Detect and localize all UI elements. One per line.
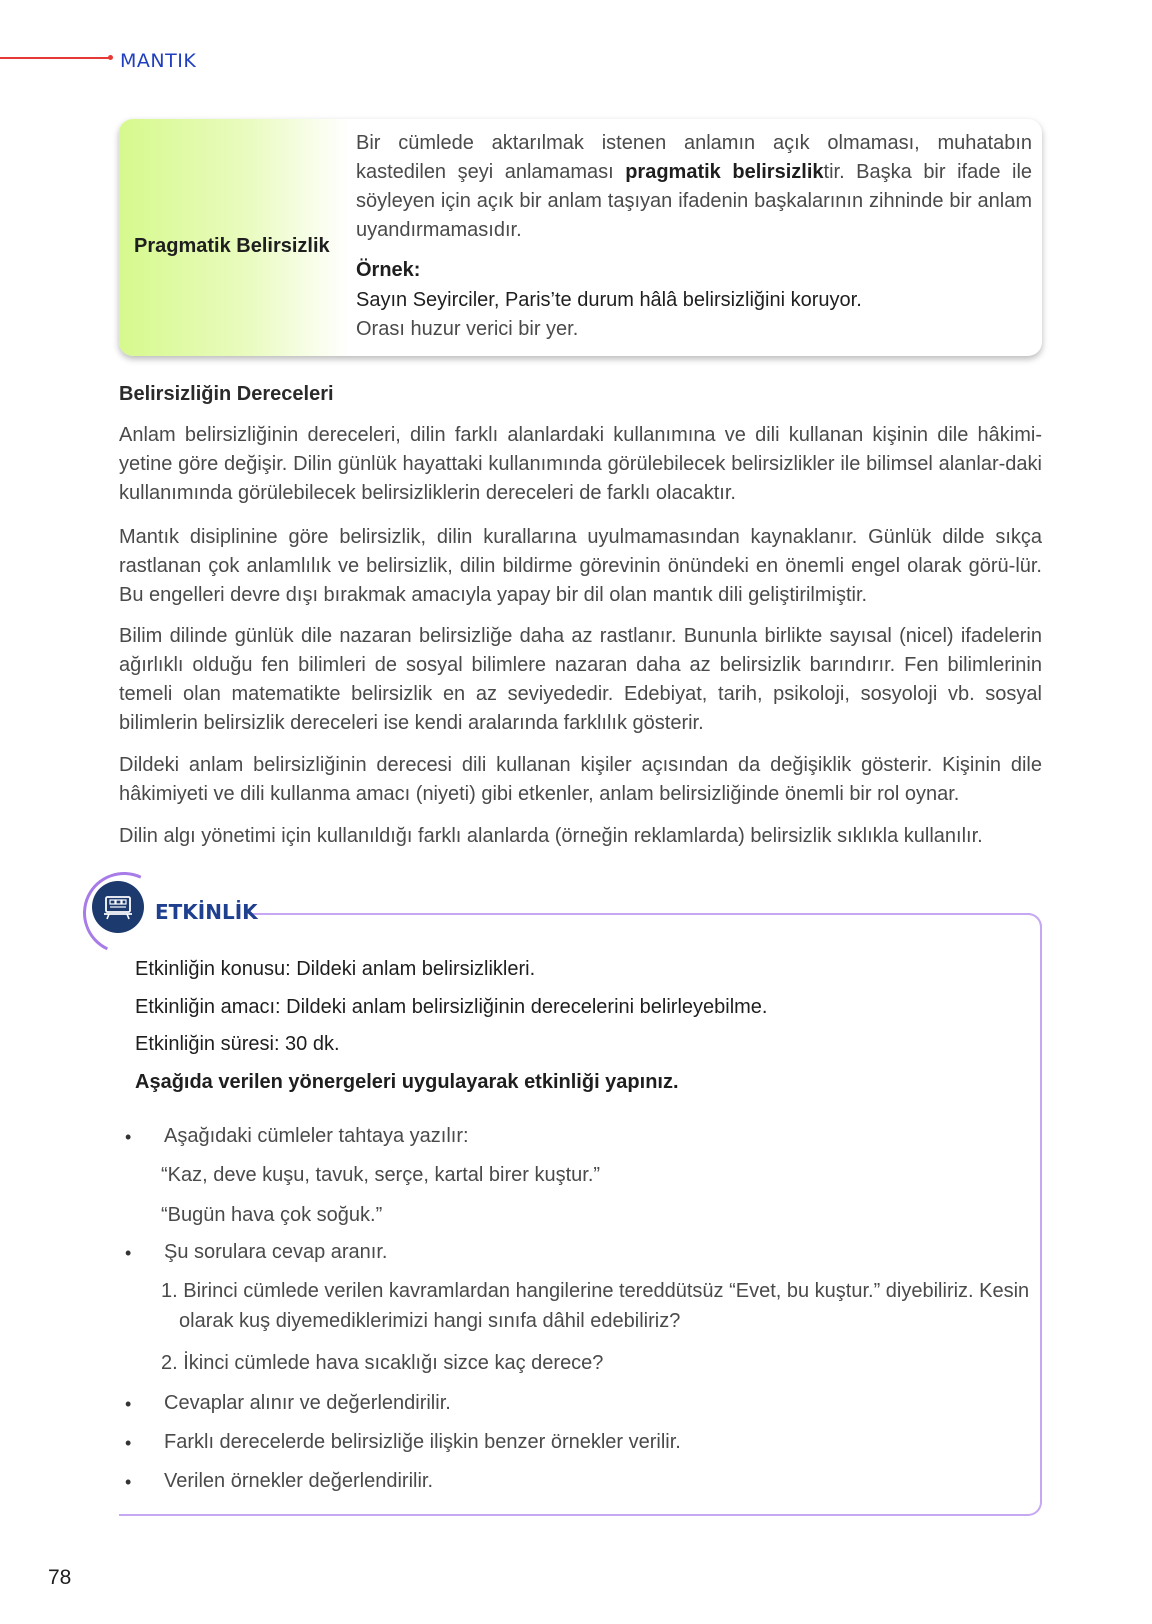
bullet-dot-3: • (125, 1394, 132, 1414)
definition-text-end: tir. Başka bir ifade ile söyleyen için açık bir anlam taşıyan ifadenin başkalarının zihninde bir anlam uyandırmamasıdır. (356, 161, 1033, 241)
header-rule-dot (108, 55, 113, 60)
activity-aim: Etkinliğin amacı: Dildeki anlam belirsizliğinin derecelerini belirleyebilme. (135, 996, 768, 1018)
chapter-title: MANTIK (120, 50, 197, 72)
paragraph-5: Dilin algı yönetimi için kullanıldığı farklı alanlarda (örneğin reklamlarda) belirsizlik sıklıkla kullanılır. (119, 825, 983, 847)
example-sentence-1: Sayın Seyirciler, Paris’te durum hâlâ belirsizliğini koruyor. (356, 289, 862, 311)
bullet-dot-5: • (125, 1472, 132, 1492)
definition-box (119, 119, 1042, 356)
definition-text (356, 129, 1032, 245)
bullet-dot-2: • (125, 1243, 132, 1263)
bullet-dot-1: • (125, 1127, 132, 1147)
activity-quote-2: “Bugün hava çok soğuk.” (161, 1204, 383, 1226)
activity-step-1: Aşağıdaki cümleler tahtaya yazılır: (164, 1125, 469, 1147)
activity-topic: Etkinliğin konusu: Dildeki anlam belirsizlikleri. (135, 958, 536, 980)
activity-step-2: Şu sorulara cevap aranır. (164, 1241, 388, 1263)
paragraph-4: Dildeki anlam belirsizliğinin derecesi dili kullanan kişiler açısından da değişiklik gösterir. Kişinin dile hâkimiyeti ve dili kullanma amacı (niyeti) gibi etkenler, anlam belirsizliğinde önemli bir rol oynar. (119, 754, 1042, 805)
activity-step-4: Farklı derecelerde belirsizliğe ilişkin benzer örnekler verilir. (164, 1431, 681, 1453)
activity-title: ETKİNLİK (155, 900, 258, 924)
header-rule (0, 57, 112, 59)
definition-keyword: pragmatik belirsizlik (625, 161, 824, 183)
activity-step-3: Cevaplar alınır ve değerlendirilir. (164, 1392, 451, 1414)
definition-text-start: Bir cümlede aktarılmak istenen anlamın açık olmaması, muhatabın kastedilen şeyi anlamaması (356, 132, 1032, 183)
activity-board-icon (92, 881, 144, 933)
activity-instruction: Aşağıda verilen yönergeleri uygulayarak etkinliği yapınız. (135, 1071, 679, 1093)
activity-corner (1026, 913, 1042, 929)
activity-quote-1: “Kaz, deve kuşu, tavuk, serçe, kartal birer kuştur.” (161, 1164, 601, 1186)
section-title: Belirsizliğin Dereceleri (119, 383, 334, 405)
paragraph-1: Anlam belirsizliğinin dereceleri, dilin farklı alanlardaki kullanımına ve dili kullanan kişinin dile hâkimi-yetine göre değişir. Dilin günlük hayattaki kullanımında görülebilecek belirsizlikler ile bilimsel alanlar-daki kullanımında görülebilecek belirsizliklerin dereceleri de farklı olacaktır. (119, 424, 1042, 504)
activity-step-5: Verilen örnekler değerlendirilir. (164, 1470, 434, 1492)
bullet-dot-4: • (125, 1433, 132, 1453)
example-sentence-2: Orası huzur verici bir yer. (356, 318, 579, 340)
activity-question-1: 1. Birinci cümlede verilen kavramlardan hangilerine tereddütsüz “Evet, bu kuştur.” diyebiliriz. Kesin olarak kuş diyemediklerimizi hangi sınıfa dâhil edebiliriz? (161, 1280, 1030, 1332)
page-number: 78 (48, 1566, 72, 1589)
example-label: Örnek: (356, 259, 421, 281)
definition-term: Pragmatik Belirsizlik (134, 235, 330, 257)
paragraph-2: Mantık disiplinine göre belirsizlik, dilin kurallarına uyulmamasından kaynaklanır. Günlük dilde sıkça rastlanan çok anlamlılık ve belirsizlik, dilin bildirme görevinin önündeki en önemli engel olarak görü-lür. Bu engelleri devre dışı bırakmak amacıyla yapay bir dil olan mantık dili geliştirilmiştir. (119, 526, 1042, 606)
activity-duration: Etkinliğin süresi: 30 dk. (135, 1033, 340, 1055)
paragraph-3: Bilim dilinde günlük dile nazaran belirsizliğe daha az rastlanır. Bununla birlikte sayısal (nicel) ifadelerin ağırlıklı olduğu fen bilimleri de sosyal bilimlere nazaran daha az belirsizlik barındırır. Fen bilimlerinin temeli olan matematikte belirsizlik en az seviyededir. Edebiyat, tarih, psikoloji, sosyoloji vb. sosyal bilimlerin belirsizlik dereceleri ise kendi aralarında farklılık gösterir. (119, 625, 1042, 734)
activity-question-2: 2. İkinci cümlede hava sıcaklığı sizce kaç derece? (161, 1352, 604, 1374)
activity-top-border (250, 913, 1030, 915)
